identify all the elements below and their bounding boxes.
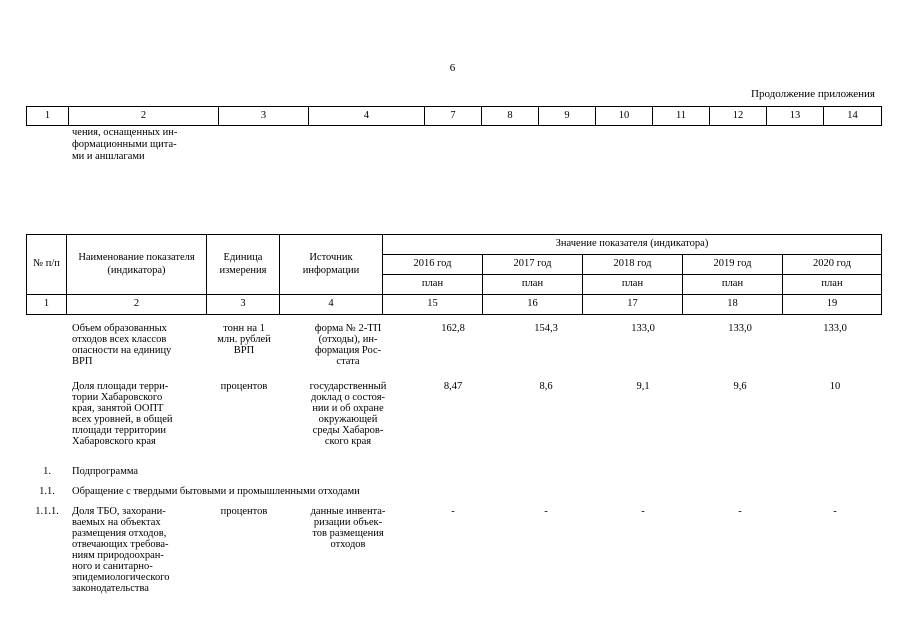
text-line: данные инвента-	[310, 506, 386, 517]
value-2019: 9,6	[733, 381, 747, 392]
indicator-name	[72, 323, 202, 367]
text-line: Объем образованных	[72, 323, 167, 334]
text-line: (отходы), ин-	[318, 334, 378, 345]
col-num: 3	[207, 295, 280, 315]
text-line: Доля ТБО, захорани-	[72, 506, 166, 517]
value-2016: 8,47	[443, 381, 463, 392]
value-2019: -	[738, 506, 742, 517]
text-line: площади территории	[72, 425, 166, 436]
text-line: доклад о состоя-	[310, 392, 386, 403]
header-plan: план	[583, 275, 683, 295]
value-2020: 10	[829, 381, 841, 392]
header-year: 2016 год	[383, 255, 483, 275]
indicator-name	[72, 381, 202, 447]
col-num: 11	[653, 107, 710, 126]
text-line: окружающей	[318, 414, 378, 425]
indicator-unit	[206, 323, 282, 356]
header-year: 2018 год	[583, 255, 683, 275]
col-num: 2	[69, 107, 219, 126]
text-line: нии и об охране	[312, 403, 384, 414]
header-name: Наименование показателя (индикатора)	[67, 235, 207, 295]
section-title: Подпрограмма	[72, 466, 139, 477]
text-line: государственный	[309, 381, 387, 392]
col-num: 4	[280, 295, 383, 315]
indicator-unit	[206, 381, 282, 392]
text-line: опасности на единицу	[72, 345, 172, 356]
header-source: Источник информации	[280, 235, 383, 295]
indicator-unit	[206, 506, 282, 517]
text-line: всех уровней, в общей	[72, 414, 173, 425]
header-year: 2019 год	[683, 255, 783, 275]
header-plan: план	[683, 275, 783, 295]
indicator-source	[290, 506, 406, 550]
text-line: края, занятой ООПТ	[72, 403, 164, 414]
indicators-table-header	[26, 234, 882, 315]
col-num: 19	[783, 295, 882, 315]
header-year: 2017 год	[483, 255, 583, 275]
text-line: отходов	[330, 539, 366, 550]
header-year: 2020 год	[783, 255, 882, 275]
text-line: формация Рос-	[314, 345, 382, 356]
text-line: отходов всех классов	[72, 334, 167, 345]
previous-row-fragment	[72, 127, 177, 163]
col-num: 13	[767, 107, 824, 126]
section-number: 1.1.	[39, 486, 55, 497]
col-num: 14	[824, 107, 882, 126]
header-plan: план	[383, 275, 483, 295]
text-line: стата	[336, 356, 360, 367]
col-num: 17	[583, 295, 683, 315]
col-num: 7	[425, 107, 482, 126]
text-line: ного и санитарно-	[72, 561, 153, 572]
row-number: 1.1.1.	[35, 506, 59, 517]
text-line: форма № 2-ТП	[314, 323, 382, 334]
value-2019: 133,0	[728, 323, 752, 334]
text-line: отвечающих требова-	[72, 539, 169, 550]
indicator-name	[72, 506, 202, 594]
text-line: среды Хабаров-	[312, 425, 384, 436]
value-2017: 8,6	[539, 381, 553, 392]
value-2017: -	[544, 506, 548, 517]
text-line: законодательства	[72, 583, 149, 594]
continuation-label: Продолжение приложения	[751, 88, 875, 100]
col-num: 10	[596, 107, 653, 126]
text-line: млн. рублей	[217, 334, 271, 345]
indicator-source	[290, 381, 406, 447]
text-line: тории Хабаровского	[72, 392, 163, 403]
text-line: размещения отходов,	[72, 528, 167, 539]
text-line: тов размещения	[312, 528, 384, 539]
text-line: эпидемиологического	[72, 572, 170, 583]
continuation-header-table	[26, 106, 882, 126]
header-num: № п/п	[27, 235, 67, 295]
header-value: Значение показателя (индикатора)	[383, 235, 882, 255]
header-plan: план	[483, 275, 583, 295]
text-line: ризации объек-	[313, 517, 383, 528]
value-2020: -	[833, 506, 837, 517]
col-num: 4	[309, 107, 425, 126]
value-2016: -	[451, 506, 455, 517]
header-plan: план	[783, 275, 882, 295]
value-2018: 133,0	[631, 323, 655, 334]
text-line: тонн на 1	[223, 323, 265, 334]
text-line: процентов	[220, 506, 268, 517]
text-line: Хабаровского края	[72, 436, 156, 447]
text-line: процентов	[220, 381, 268, 392]
col-num: 12	[710, 107, 767, 126]
fragment-line: формационными щита-	[72, 139, 177, 150]
section-title: Обращение с твердыми бытовыми и промышленными отходами	[72, 486, 360, 497]
col-num: 18	[683, 295, 783, 315]
fragment-line: чения, оснащенных ин-	[72, 127, 178, 138]
text-line: ВРП	[72, 356, 93, 367]
text-line: ского края	[324, 436, 372, 447]
col-num: 16	[483, 295, 583, 315]
col-num: 2	[67, 295, 207, 315]
value-2016: 162,8	[441, 323, 465, 334]
value-2020: 133,0	[823, 323, 847, 334]
page-number: 6	[449, 62, 456, 74]
fragment-line: ми и аншлагами	[72, 151, 145, 162]
col-num: 3	[219, 107, 309, 126]
text-line: ВРП	[233, 345, 255, 356]
text-line: Доля площади терри-	[72, 381, 169, 392]
indicator-source	[290, 323, 406, 367]
value-2018: 9,1	[636, 381, 650, 392]
value-2018: -	[641, 506, 645, 517]
text-line: ваемых на объектах	[72, 517, 161, 528]
col-num: 9	[539, 107, 596, 126]
col-num: 15	[383, 295, 483, 315]
text-line: ниям природоохран-	[72, 550, 164, 561]
col-num: 1	[27, 295, 67, 315]
value-2017: 154,3	[534, 323, 558, 334]
col-num: 8	[482, 107, 539, 126]
col-num: 1	[27, 107, 69, 126]
section-number: 1.	[43, 466, 51, 477]
header-unit: Единица измерения	[207, 235, 280, 295]
